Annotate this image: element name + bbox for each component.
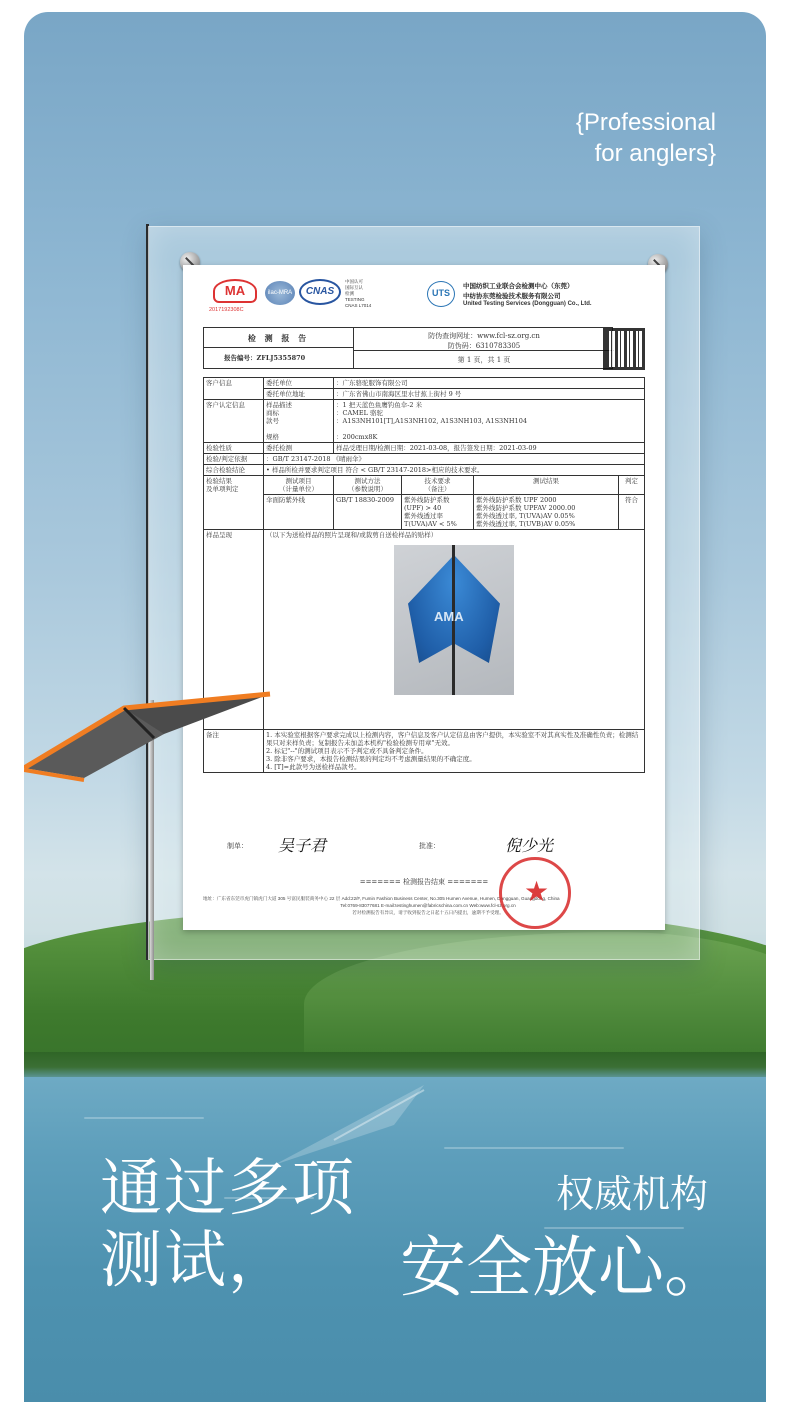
- table-cell: ：广东省佛山市南海区里水甘蕉上街村 9 号: [334, 389, 645, 400]
- headline-right-line-1: 权威机构: [555, 1172, 708, 1216]
- table-row: [204, 476, 645, 495]
- table-cell: 样品描述 商标 款号 规格: [264, 400, 334, 443]
- table-cell: ：广东骆驼服饰有限公司: [334, 378, 645, 389]
- ilac-logo: ilac-MRA: [265, 281, 295, 305]
- table-row: [204, 465, 645, 476]
- table-row: [204, 378, 645, 389]
- report-end: ======= 检测报告结束 =======: [359, 878, 489, 886]
- table-cell: 样品呈现: [204, 530, 264, 730]
- water-ripple: [84, 1117, 204, 1119]
- table-cell: 检验性质: [204, 443, 264, 454]
- table-cell: ：1 把天蓝色鱼鹰钓鱼伞-2 米 ：CAMEL 骆驼 ：A1S3NH101[T],A1S3NH102, A1S3NH103, A1S3NH104 ：200cmx8K: [334, 400, 645, 443]
- report-number: 报告编号：ZFLJ5355870: [204, 348, 354, 368]
- table-cell: 判定: [619, 476, 645, 495]
- table-cell: 紫外线防护系数 UPF 2000 紫外线防护系数 UPFAV 2000.00 紫外线透过率, T(UVA)AV 0.05% 紫外线透过率, T(UVB)AV 0.05%: [474, 495, 619, 530]
- headline-right-line-2: 安全放心。: [400, 1229, 730, 1306]
- table-cell: 符合: [619, 495, 645, 530]
- contact: Tel:0769-83077681 E-mail:testinghumen@fabricschina.com.cn Web:www.fcl-sz.org.cn: [340, 903, 516, 908]
- table-cell: 测试结果: [474, 476, 619, 495]
- approved-by-label: 批准：: [419, 842, 440, 850]
- water-ripple: [444, 1147, 624, 1149]
- sample-note: （以下为送检样品的照片呈现和/或裁剪自送检样品的贴样）: [266, 531, 438, 539]
- page-count: 第 1 页，共 1 页: [354, 350, 614, 368]
- table-row: [204, 400, 645, 443]
- report-header: [203, 327, 613, 369]
- table-cell: 综合检验结论: [204, 465, 264, 476]
- security-code: 防伪码：6310783305: [447, 342, 521, 350]
- table-cell: 测试方法 （参数说明）: [334, 476, 402, 495]
- objection-footer: 若对检测报告有异议，请于收到报告之日起十五日内提出，逾期不予受理。: [352, 910, 504, 915]
- made-by-label: 制单：: [227, 842, 248, 850]
- cnas-logo: CNAS: [299, 279, 341, 305]
- org-name-cn-2: 中纺协东莞检验技术服务有限公司: [463, 292, 561, 300]
- slogan-line-1: {Professional: [575, 109, 716, 136]
- headline-left-line-1: 通过多项: [100, 1151, 357, 1224]
- table-cell: 客户认定信息: [204, 400, 264, 443]
- table-cell: 检验结果 及单项判定: [204, 476, 264, 530]
- cma-logo: MA: [213, 279, 257, 303]
- sample-photo-cell: [264, 530, 645, 730]
- report-title: 检 测 报 告: [204, 328, 354, 348]
- table-cell: 客户信息: [204, 378, 264, 400]
- table-cell: 技术要求 （备注）: [402, 476, 474, 495]
- org-name-en: United Testing Services (Dongguan) Co., Ltd.: [463, 301, 592, 307]
- table-cell: 委托单位地址: [264, 389, 334, 400]
- sample-umbrella-photo: [394, 545, 514, 695]
- table-row: [204, 495, 645, 530]
- fishing-umbrella-icon: [24, 690, 274, 800]
- table-cell: 委托检测: [264, 443, 334, 454]
- seal-star-icon: ★: [524, 875, 550, 908]
- table-cell: 伞面防紫外线: [264, 495, 334, 530]
- table-cell: ：GB/T 23147-2018 《晴雨伞》: [264, 454, 645, 465]
- address-block: [203, 895, 653, 916]
- table-cell: 测试项目 （计量单位）: [264, 476, 334, 495]
- address: 地址：广东省东莞市虎门镇虎门大道 305 号富民服装商务中心 22 层 Add:22/F, Fumin Fashion Business Center, No.305 Humen Avenue, Humen, Dongguan, Guangdong, China: [203, 896, 560, 901]
- org-name-cn-1: 中国纺织工业联合会检测中心（东莞）: [463, 282, 574, 290]
- uts-logo: UTS: [427, 281, 455, 307]
- headline-left-line-2: 测试，: [100, 1223, 293, 1296]
- table-row: [204, 389, 645, 400]
- table-cell: 样品受理日期/检测日期：2021-03-08，报告签发日期：2021-03-09: [334, 443, 645, 454]
- photo-brand-text: AMA: [434, 609, 464, 624]
- table-row: [204, 454, 645, 465]
- test-report-document: [183, 265, 665, 930]
- official-seal-icon: [499, 857, 571, 929]
- table-cell: 紫外线防护系数 (UPF) > 40 紫外线透过率 T(UVA)AV < 5%: [402, 495, 474, 530]
- report-query-info: [359, 331, 609, 351]
- table-cell: 检验/判定依据: [204, 454, 264, 465]
- slogan-line-2: for anglers}: [594, 140, 716, 167]
- table-cell: • 样品所检并要求判定项目 符合 < GB/T 23147-2018>相应的技术要求。: [264, 465, 645, 476]
- table-cell: 1. 本实验室根据客户要求完成以上检测内容，客户信息及客户认定信息由客户提供，本实验室不对其真实性及准确性负责；检测结果只对来样负责；复制报告未加盖本机构"检验检测专用章"无效。 2. 标记"--"的测试项目表示不予判定或不具备判定条件。 3. 除非客户要求，本报告检测结果的判定均不考虑测量结果的不确定度。 4. [T]=此款号为送检样品款号。: [264, 730, 645, 773]
- query-site: 防伪查询网址：www.fcl-sz.org.cn: [428, 332, 540, 340]
- signature-2: 倪少光: [505, 836, 554, 855]
- table-row: [204, 443, 645, 454]
- cma-logo-id: 2017192308C: [209, 307, 244, 313]
- qr-code-icon: [603, 328, 645, 370]
- table-cell: GB/T 18830-2009: [334, 495, 402, 530]
- signature-1: 吴子君: [278, 836, 327, 855]
- slogan: [576, 107, 716, 169]
- table-cell: 委托单位: [264, 378, 334, 389]
- table-cell: 备注: [204, 730, 264, 773]
- headline-left: [100, 1152, 356, 1296]
- cnas-logo-text: 中国认可 国际互认 检测 TESTING CNAS L7014: [345, 279, 372, 308]
